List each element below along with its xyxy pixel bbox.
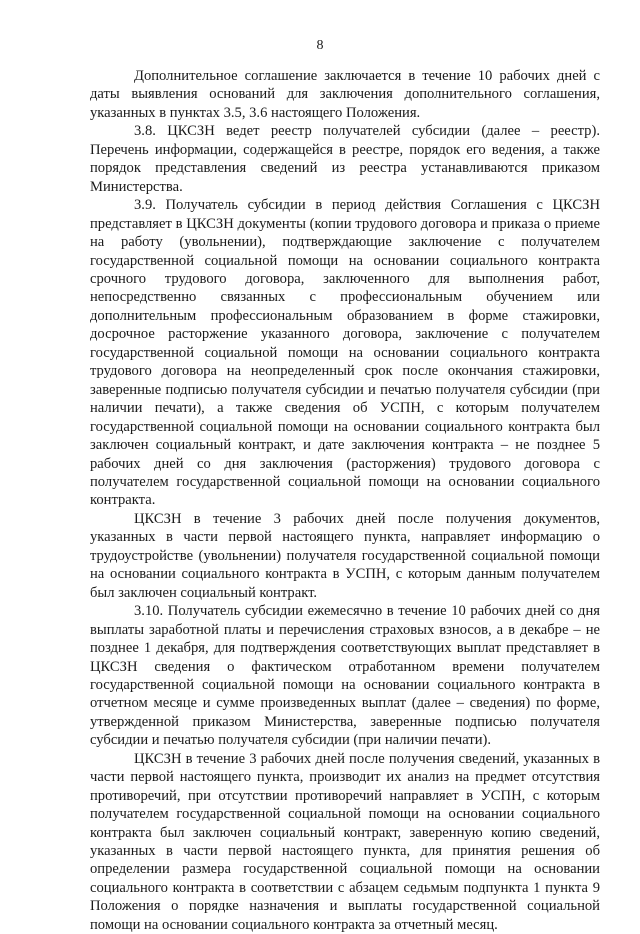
paragraph-supplementary-agreement: Дополнительное соглашение заключается в течение 10 рабочих дней с даты выявления оснований для заключения дополнительного соглашения, указанных в пунктах 3.5, 3.6 настоящего Положения. — [90, 68, 600, 121]
paragraph-3-10: 3.10. Получатель субсидии ежемесячно в течение 10 рабочих дней со дня выплаты заработной платы и перечисления страховых взносов, а в декабре – не позднее 1 декабря, для подтверждения соответствующих выплат представляет в ЦКСЗН сведения о фактическом отработанном времени получателем государственной социальной помощи на основании социального контракта в отчетном месяце и сумме произведенных выплат (далее – сведения) по форме, утвержденной приказом Министерства, заверенные подписью получателя субсидии и печатью получателя субсидии (при наличии печати). — [90, 603, 600, 749]
document-body — [90, 67, 600, 934]
page-number: 8 — [316, 38, 324, 53]
paragraph-3-8: 3.8. ЦКСЗН ведет реестр получателей субсидии (далее – реестр). Перечень информации, содержащейся в реестре, порядок его ведения, а также порядок представления сведений из реестра устанавливаются приказом Министерства. — [90, 123, 600, 195]
paragraph-3-9: 3.9. Получатель субсидии в период действия Соглашения с ЦКСЗН представляет в ЦКСЗН документы (копии трудового договора и приказа о приеме на работу (увольнении), подтверждающие заключение с получателем государственной социальной помощи на основании социального контракта срочного трудового договора, заключенного для выполнения работ, непосредственно связанных с профессиональным обучением или дополнительным профессиональным образованием в форме стажировки, досрочное расторжение указанного договора, заключение с получателем государственной социальной помощи на основании социального контракта трудового договора на неопределенный срок после окончания стажировки, заверенные подписью получателя субсидии и печатью получателя субсидии (при наличии печати), а также сведения об УСПН, с которым получателем государственной социальной помощи на основании социального контракта был заключен социальный контракт, и дате заключения контракта – не позднее 5 рабочих дней со дня заключения (расторжения) трудового договора с получателем государственной социальной помощи на основании социального контракта. — [90, 197, 600, 509]
paragraph-3-9-part-2: ЦКСЗН в течение 3 рабочих дней после получения документов, указанных в части первой настоящего пункта, направляет информацию о трудоустройстве (увольнении) получателя государственной социальной помощи на основании социального контракта в УСПН, с которым данным получателем был заключен социальный контракт. — [90, 510, 600, 601]
paragraph-3-10-part-2: ЦКСЗН в течение 3 рабочих дней после получения сведений, указанных в части первой настоящего пункта, производит их анализ на предмет отсутствия противоречий, при отсутствии противоречий направляет в УСПН, с которым получателем государственной социальной помощи на основании социального контракта был заключен социальный контракт, заверенную копию сведений, указанных в части первой настоящего пункта, для принятия решения об определении размера государственной социальной помощи на основании социального контракта в соответствии с абзацем седьмым подпункта 1 пункта 9 Положения о порядке назначения и выплаты государственной социальной помощи на основании социального контракта за отчетный месяц. — [90, 750, 600, 933]
